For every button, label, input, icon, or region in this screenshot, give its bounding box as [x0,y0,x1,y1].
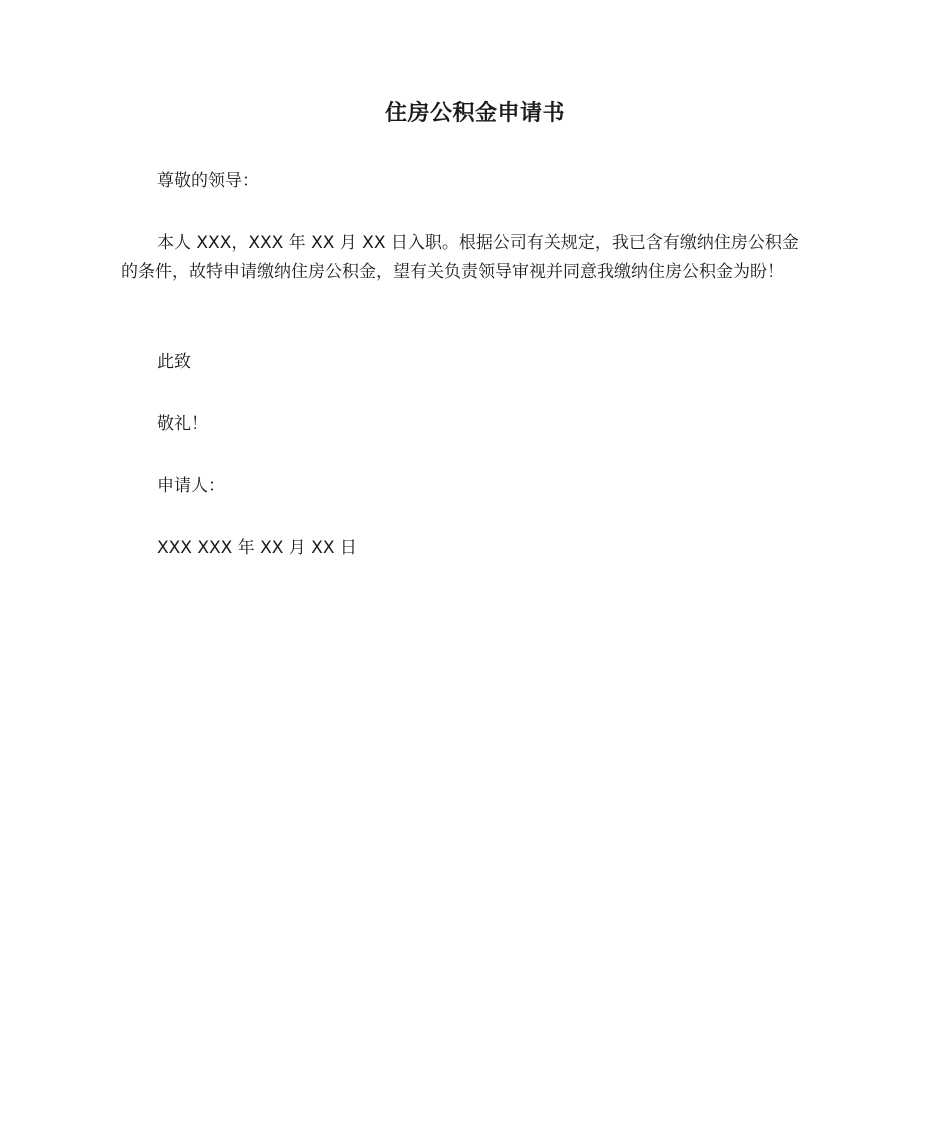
body-paragraph-line-1: 本人 XXX，XXX 年 XX 月 XX 日入职。根据公司有关规定，我已含有缴纳住房公积金 [157,233,799,253]
signature-date: XXX XXX 年 XX 月 XX 日 [157,538,357,558]
body-paragraph-line-2: 的条件，故特申请缴纳住房公积金，望有关负责领导审视并同意我缴纳住房公积金为盼！ [121,262,784,282]
applicant-label: 申请人： [157,476,225,496]
closing-line-2: 敬礼！ [157,414,208,434]
document-title: 住房公积金申请书 [384,101,565,126]
closing-line-1: 此致 [157,352,191,372]
salutation: 尊敬的领导： [157,171,259,191]
